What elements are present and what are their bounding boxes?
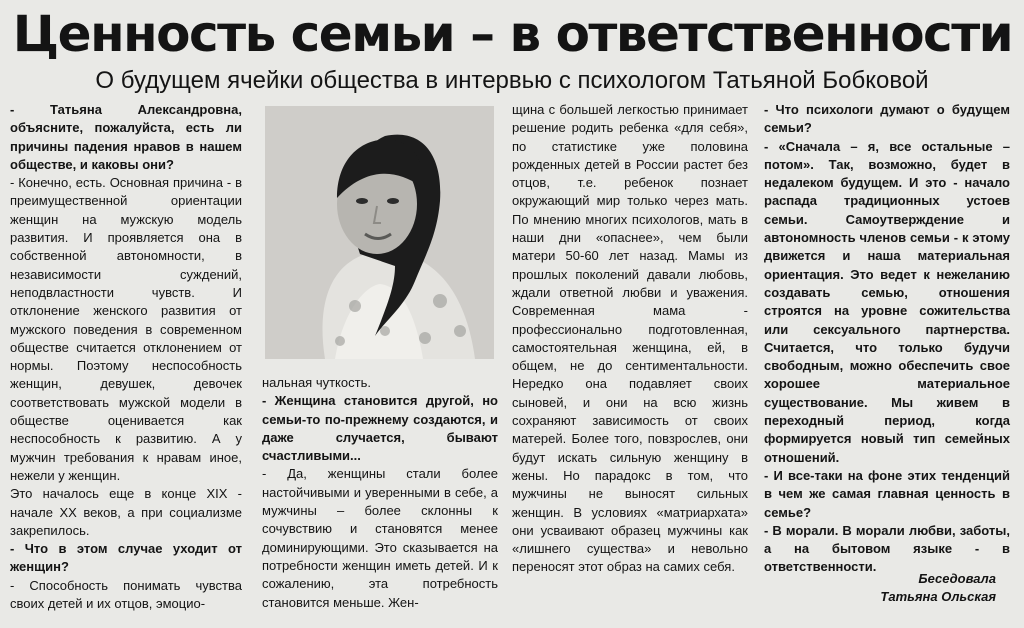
question: - И все-таки на фоне этих тенденций в чем же самая главная ценность в семье? <box>764 467 1010 520</box>
headline: Ценность семьи – в ответственности <box>12 5 1013 63</box>
answer: - Да, женщины стали более настойчивыми и уверенными в себе, а мужчины – более склонны к сочувствию и становятся менее доминирующими. Это сказывается на потребности женщин иметь детей. И к сожалению, эта потребность становится меньше. Жен- <box>262 466 498 610</box>
byline-label: Беседовала <box>918 571 996 586</box>
answer: - «Сначала – я, все остальные – потом». Так, возможно, будет в недалеком будущем. И это - начало распада традиционных устоев семьи. Самоутверждение и автономность членов семьи - к этому движется и наша материальная ориентация. Это ведет к нежеланию создавать семью, отношения строятся на уровне сожительства или сексуального партнерства. Считается, что только будучи свободным, можно обеспечить свое хорошее материальное существование. Мы живем в переходный период, когда формируется новый тип семейных отношений. <box>764 138 1010 465</box>
byline <box>880 570 996 606</box>
byline-author: Татьяна Ольская <box>880 589 996 604</box>
answer: - В морали. В морали любви, заботы, а на бытовом языке - в ответственности. <box>764 522 1010 575</box>
question: - Что в этом случае уходит от женщин? <box>10 541 242 575</box>
answer: нальная чуткость. <box>262 375 371 390</box>
answer: - Способность понимать чувства своих детей и их отцов, эмоцио- <box>10 577 242 612</box>
subheadline: О будущем ячейки общества в интервью с психологом Татьяной Бобковой <box>95 67 929 94</box>
column-1 <box>10 101 242 613</box>
column-3 <box>512 101 748 577</box>
column-2 <box>262 374 498 612</box>
answer: - Конечно, есть. Основная причина - в преимущественной ориентации женщин на мужскую модель развития. И проявляется она в собственной автономности, в независимости суждений, неподвластности чувств. И отклонение женского развития от мужского поведения в современном обществе считается отклонением от нормы. Поэтому неспособность женщин, девушек, девочек соответствовать мужской модели в обществе оценивается как неспособность к развитию. А у мужчин требования к нравам иное, нежели у женщин. <box>10 175 242 483</box>
question: - Что психологи думают о будущем семьи? <box>764 102 1010 136</box>
psychologist-photo <box>265 106 494 359</box>
question: - Женщина становится другой, но семьи-то по-прежнему создаются, и даже случается, бывают счастливыми... <box>262 393 498 464</box>
column-4 <box>764 101 1010 577</box>
question: - Татьяна Александровна, объясните, пожалуйста, есть ли причины падения нравов в нашем обществе, и каковы они? <box>10 102 242 172</box>
answer: Это началось еще в конце XIX - начале XX веков, а при социализме закрепилось. <box>10 486 242 538</box>
answer: щина с большей легкостью принимает решение родить ребенка «для себя», по статистике уже половина рожденных детей в России растет без отцов, т.е. ребенок познает окружающий мир только через мать. По мнению многих психологов, мать в наши дни «опаснее», чем были матери 50-60 лет назад. Мамы из прошлых поколений давали любовь, ждали ответной любви и уважения. Современная мама - профессионально подготовленная, самостоятельная женщина, ей, в общем, не до сентиментальности. Нередко она подавляет своих сыновей, и они на всю жизнь сохраняют зависимость от своих матерей. Более того, повзрослев, они будут искать сильную женщину в жены. Но парадокс в том, что мужчины не выносят сильных женщин. В условиях «матриархата» они усваивают образец мужчины как «лишнего существа» и невольно переносят этот образ на самих себя. <box>512 102 748 575</box>
